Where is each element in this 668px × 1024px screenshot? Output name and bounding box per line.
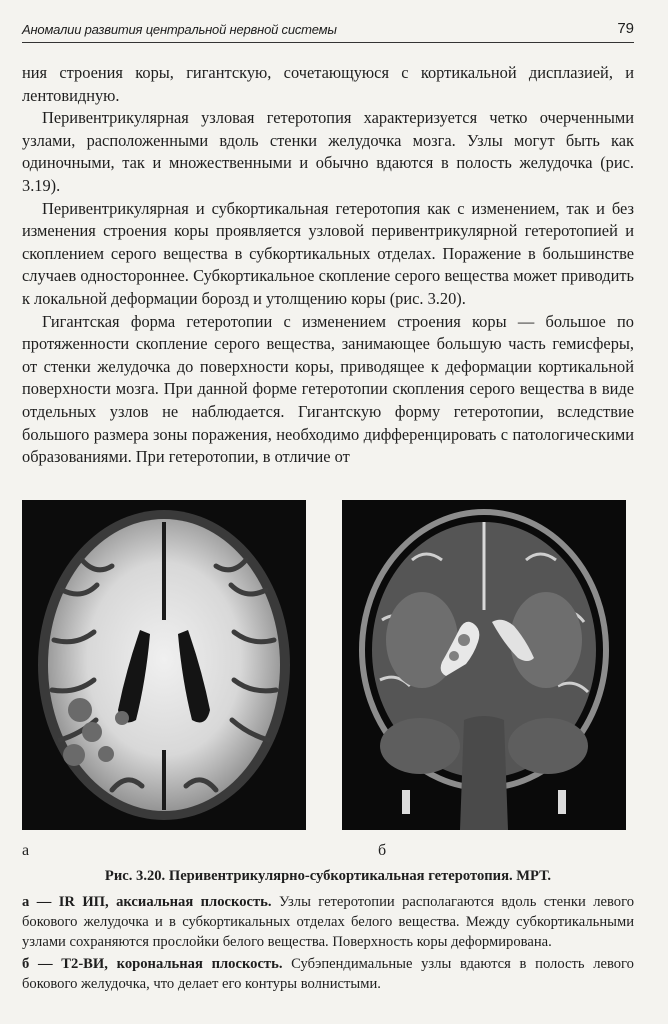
panel-label-b: б: [378, 842, 387, 859]
caption-b-text: Субэпендимальные узлы вдаются в полость левого бокового желудочка, что делает его контуры волнистыми.: [22, 956, 634, 992]
panel-label-a: а: [22, 842, 30, 859]
page-number: 79: [617, 20, 634, 37]
paragraph: Гигантская форма гетеротопии с изменением строения коры — большое по протяженности скопление серого вещества, занимающее большую часть гемисферы, от стенки желудочка до поверхности коры, приводящее к деформации кортикальной поверхности мозга. При данной форме гетеротопии скопления серого вещества в виде отдельных узлов не наблюдается. Гигантскую форму гетеротопии, вследствие большого размера зоны поражения, необходимо дифференцировать с патологическими образованиями. При гетеротопии, в отличие от: [22, 311, 634, 467]
running-header-title: Аномалии развития центральной нервной системы: [22, 22, 337, 37]
caption-part-a: [22, 892, 634, 952]
caption-b-heading: б — Т2-ВИ, корональная плоскость.: [22, 956, 283, 972]
caption-a-text: Узлы гетеротопии располагаются вдоль стенки левого бокового желудочка и в субкортикальных отделах белого вещества. Между субкортикальными узлами сохраняются прослойки белого вещества. Поверхность коры деформирована.: [22, 894, 634, 950]
figure-caption: [22, 892, 634, 996]
body-text: [22, 62, 634, 469]
mri-coronal-image: [342, 500, 626, 830]
paragraph: Перивентрикулярная узловая гетеротопия характеризуется четко очерченными узлами, расположенными вдоль стенки желудочка мозга. Узлы могут быть как одиночными, так и множественными и обычно вдаются в полость желудочка (рис. 3.19).: [22, 108, 634, 195]
caption-part-b: [22, 954, 634, 994]
caption-a-heading: а — IR ИП, аксиальная плоскость.: [22, 894, 272, 910]
mri-axial-image: [22, 500, 306, 830]
figure-caption-title: Рис. 3.20. Перивентрикулярно-субкортикальная гетеротопия. МРТ.: [104, 868, 552, 884]
paragraph: Перивентрикулярная и субкортикальная гетеротопия как с изменением, так и без изменения строения коры проявляется узловой перивентрикулярной гетеротопией и скоплением серого вещества в субкортикальных отделах. Поражение в большинстве случаев одностороннее. Субкортикальное скопление серого вещества может приводить к локальной деформации борозд и утолщению коры (рис. 3.20).: [22, 198, 634, 308]
paragraph-continuation: ния строения коры, гигантскую, сочетающуюся с кортикальной дисплазией, и лентовидную.: [22, 63, 634, 105]
running-header: [22, 18, 634, 43]
